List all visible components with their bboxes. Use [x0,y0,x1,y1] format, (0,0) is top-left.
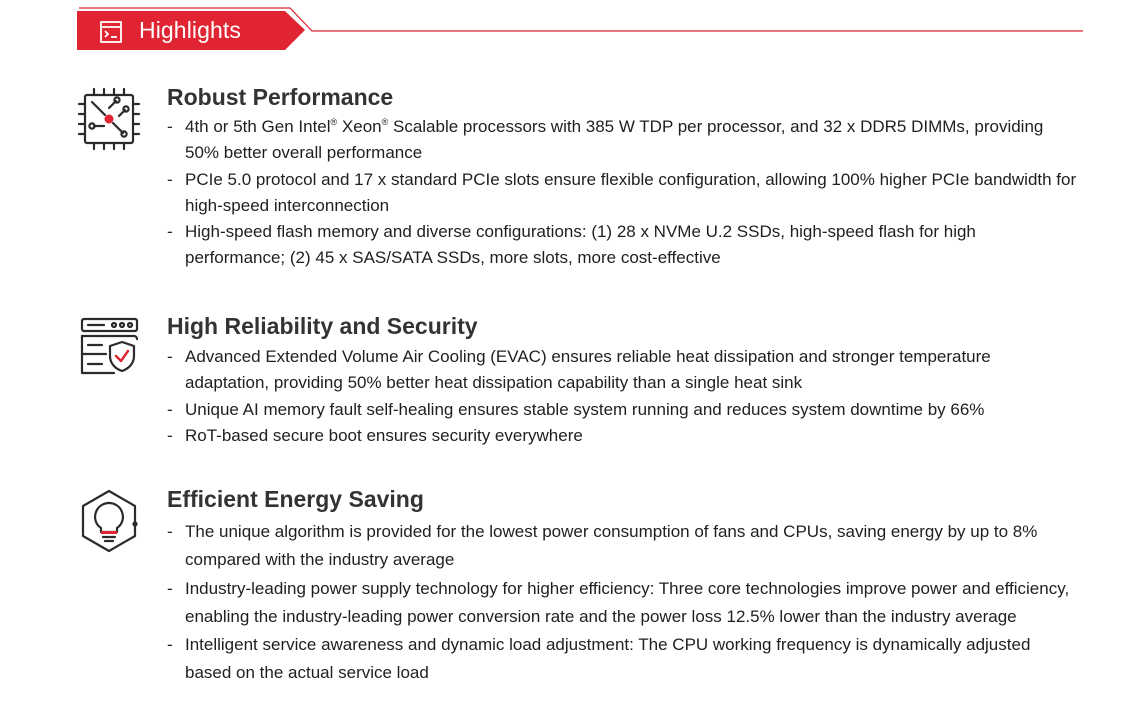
list-item: - Advanced Extended Volume Air Cooling (EVAC) ensures reliable heat dissipation and stronger temperature adaptation, providing 50% better heat dissipation capability than a single heat sink [167,347,991,393]
highlights-banner [0,0,1131,56]
list-item: - Industry-leading power supply technology for higher efficiency: Three core technologies improve power and efficiency, enabling the industry-leading power conversion rate and the power loss 12.5% lower than the industry average [167,578,1070,626]
list-item: - The unique algorithm is provided for the lowest power consumption of fans and CPUs, saving energy by up to 8% compared with the industry average [167,522,1038,570]
bullet-list [167,344,1077,449]
list-item: - High-speed flash memory and diverse configurations: (1) 28 x NVMe U.2 SSDs, high-speed flash for high performance; (2) 45 x SAS/SATA SSDs, more slots, more cost-effective [167,222,976,268]
list-item: - 4th or 5th Gen Intel® Xeon® Scalable processors with 385 W TDP per processor, and 32 x DDR5 DIMMs, providing 50% better overall performance [167,117,1044,163]
list-item: - Intelligent service awareness and dynamic load adjustment: The CPU working frequency is dynamically adjusted based on the actual service load [167,635,1031,683]
bullet-list [167,518,1077,688]
lightbulb-hexagon-icon [76,488,142,554]
section-title: High Reliability and Security [167,313,478,339]
list-item: - Unique AI memory fault self-healing ensures stable system running and reduces system downtime by 66% [167,399,985,419]
list-item: - PCIe 5.0 protocol and 17 x standard PCIe slots ensure flexible configuration, allowing 100% higher PCIe bandwidth for high-speed interconnection [167,169,1077,215]
section-title: Efficient Energy Saving [167,486,424,512]
list-item: - RoT-based secure boot ensures security everywhere [167,425,583,445]
server-shield-icon [76,314,142,380]
banner-title: Highlights [139,17,241,43]
section-title: Robust Performance [167,84,394,110]
bullet-list [167,114,1077,272]
terminal-icon [99,20,123,44]
processor-chip-icon [76,86,142,152]
